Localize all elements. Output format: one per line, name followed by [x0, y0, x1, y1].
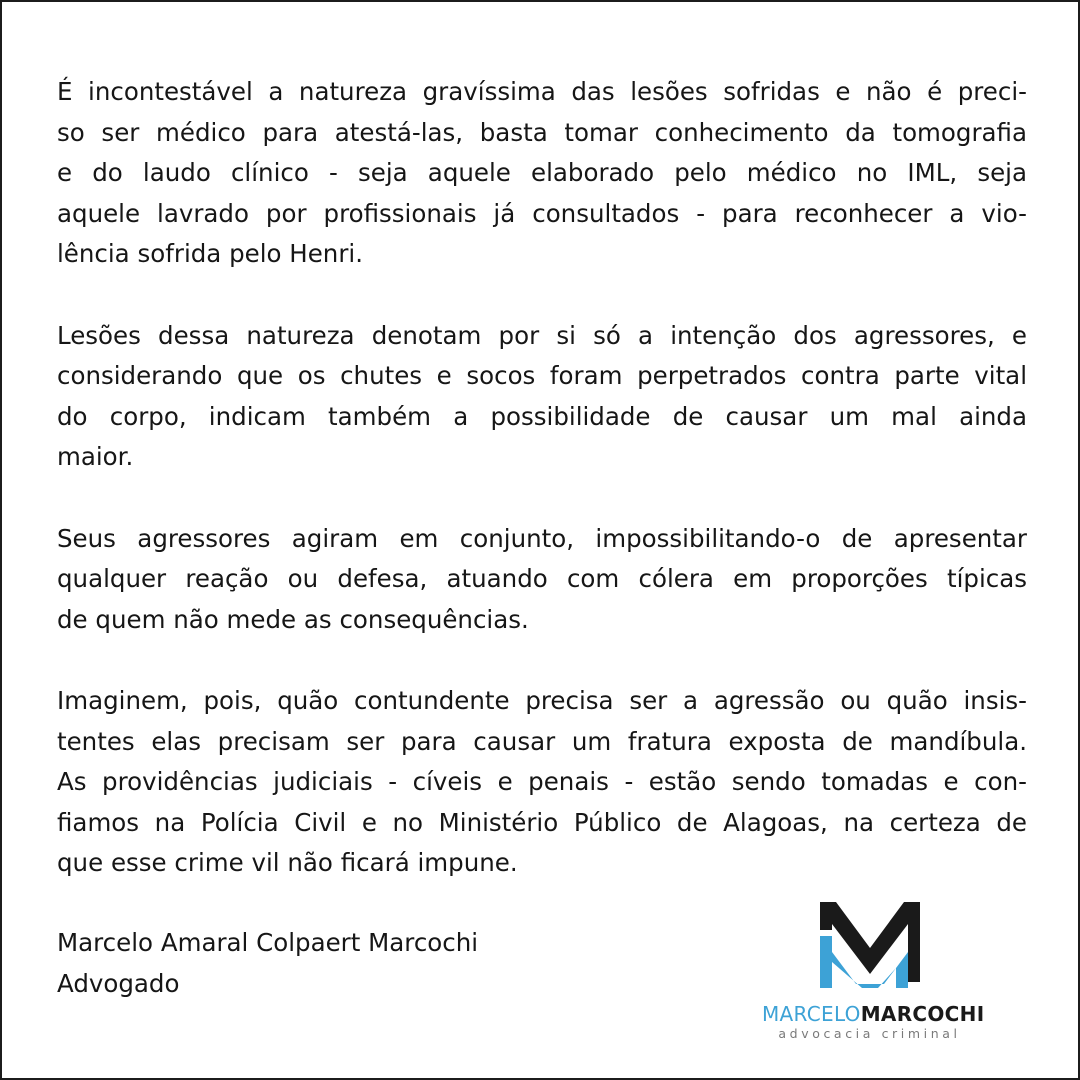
text-line: lência sofrida pelo Henri.: [57, 239, 363, 269]
signature-title: Advogado: [57, 968, 180, 998]
paragraph-1: [57, 72, 1027, 275]
text-line: Seus agressores agiram em conjunto, impossibilitando-o de apresentar: [57, 523, 1027, 553]
law-firm-logo: [762, 902, 985, 1052]
text-line: aquele lavrado por profissionais já consultados - para reconhecer a vio-: [57, 198, 1027, 228]
logo-wordmark: [762, 1002, 985, 1026]
text-line: considerando que os chutes e socos foram perpetrados contra parte vital: [57, 361, 1027, 391]
text-line: É incontestável a natureza gravíssima das lesões sofridas e não é preci-: [57, 77, 1027, 106]
text-line: do corpo, indicam também a possibilidade de causar um mal ainda: [57, 401, 1027, 431]
text-line: tentes elas precisam ser para causar um fratura exposta de mandíbula.: [57, 726, 1027, 756]
signature-name: Marcelo Amaral Colpaert Marcochi: [57, 928, 479, 957]
mm-monogram-icon: [820, 902, 920, 988]
signature-block: [57, 923, 478, 1004]
text-line: As providências judiciais - cíveis e penais - estão sendo tomadas e con-: [57, 767, 1027, 797]
text-line: Lesões dessa natureza denotam por si só a intenção dos agressores, e: [57, 320, 1027, 350]
text-line: fiamos na Polícia Civil e no Ministério Público de Alagoas, na certeza de: [57, 807, 1027, 837]
paragraph-4: [57, 681, 1027, 884]
text-line: e do laudo clínico - seja aquele elaborado pelo médico no IML, seja: [57, 158, 1027, 188]
logo-tagline: advocacia criminal: [778, 1026, 961, 1041]
text-line: de quem não mede as consequências.: [57, 604, 529, 634]
logo-name-first: MARCELO: [762, 1002, 861, 1026]
statement-body: [57, 72, 1027, 924]
text-line: so ser médico para atestá-las, basta tomar conhecimento da tomografia: [57, 117, 1027, 147]
text-line: Imaginem, pois, quão contundente precisa ser a agressão ou quão insis-: [57, 685, 1027, 715]
text-line: qualquer reação ou defesa, atuando com cólera em proporções típicas: [57, 564, 1027, 594]
text-line: maior.: [57, 442, 134, 472]
paragraph-2: [57, 316, 1027, 478]
text-line: que esse crime vil não ficará impune.: [57, 848, 518, 878]
logo-name-last: MARCOCHI: [860, 1002, 985, 1026]
paragraph-3: [57, 519, 1027, 641]
